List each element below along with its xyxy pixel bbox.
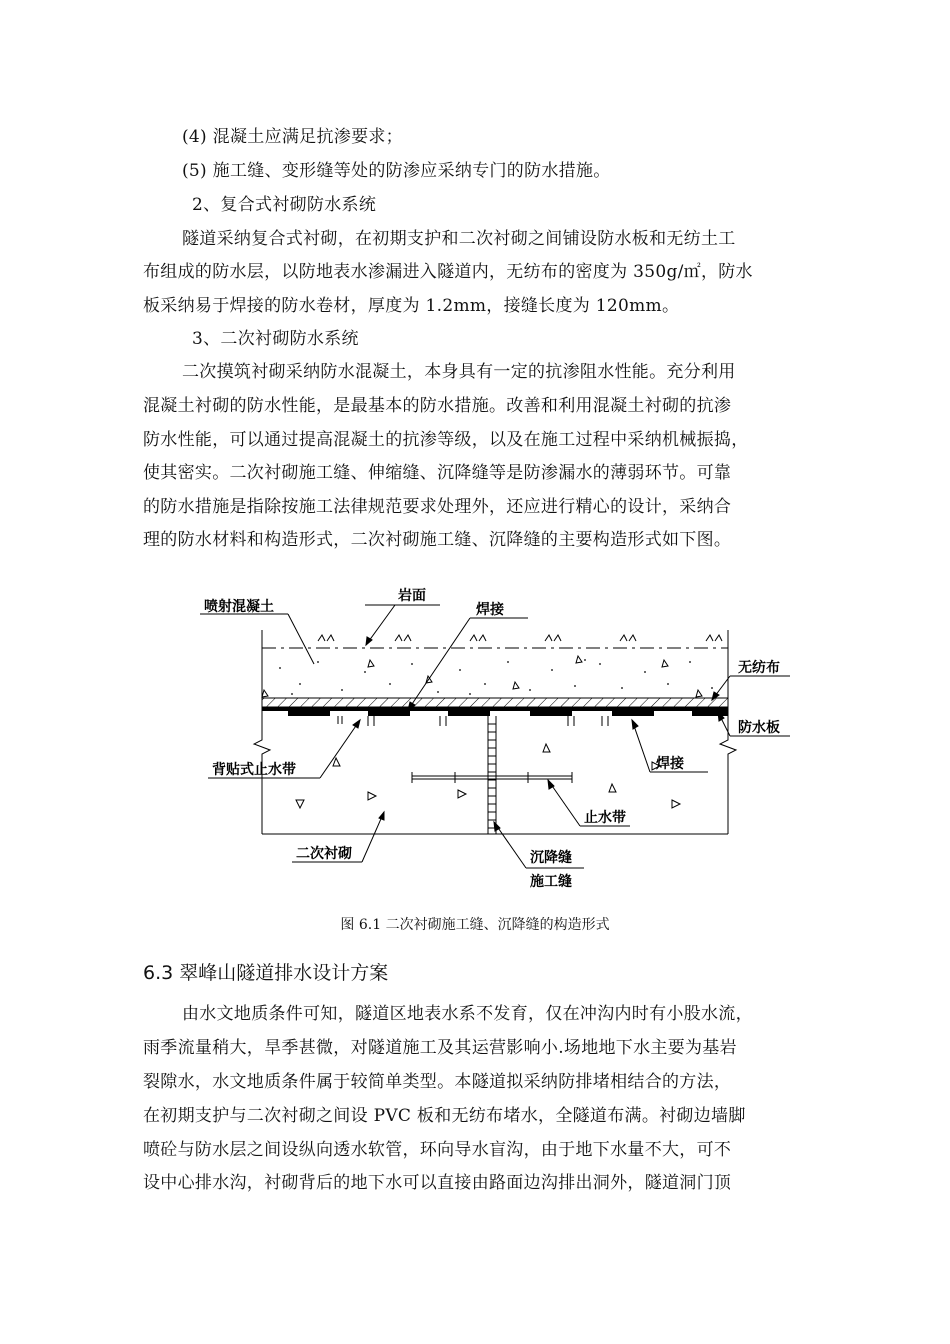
paragraph-line: 由水文地质条件可知，隧道区地表水系不发育，仅在冲沟内时有小股水流， [182,1004,753,1024]
paragraph-line: (5) 施工缝、变形缝等处的防渗应采纳专门的防水措施。 [182,161,611,181]
section-heading: 6.3 翠峰山隧道排水设计方案 [143,962,389,984]
label-waterstop: 止水带 [584,810,626,826]
label-weld-bottom: 焊接 [656,756,684,772]
paragraph-line: 二次摸筑衬砌采纳防水混凝土，本身具有一定的抗渗阻水性能。充分利用 [182,362,736,382]
paragraph-line: 设中心排水沟，衬砌背后的地下水可以直接由路面边沟排出洞外，隧道洞门顶 [143,1173,732,1193]
figure-caption: 图 6.1 二次衬砌施工缝、沉降缝的构造形式 [340,917,610,933]
paragraph-line: 喷砼与防水层之间设纵向透水软管，环向导水盲沟，由于地下水量不大，可不 [143,1140,732,1160]
label-settlement-joint: 沉降缝 [530,850,572,866]
label-rock-face: 岩面 [398,588,426,604]
paragraph-line: 雨季流量稍大，旱季甚微，对隧道施工及其运营影响小.场地地下水主要为基岩 [143,1038,737,1058]
paragraph-line: 裂隙水，水文地质条件属于较简单类型。本隧道拟采纳防排堵相结合的方法， [143,1072,732,1092]
paragraph-line: (4) 混凝土应满足抗渗要求； [182,127,403,147]
label-waterproof-board: 防水板 [738,720,780,736]
paragraph-line: 使其密实。二次衬砌施工缝、伸缩缝、沉降缝等是防渗漏水的薄弱环节。可靠 [143,463,732,483]
leader-lines [200,605,790,868]
paragraph-line: 隧道采纳复合式衬砌，在初期支护和二次衬砌之间铺设防水板和无纺土工 [182,229,736,249]
label-construction-joint: 施工缝 [530,874,572,890]
paragraph-line: 在初期支护与二次衬砌之间设 PVC 板和无纺布堵水，全隧道布满。衬砌边墙脚 [143,1106,746,1126]
shotcrete-stipple [279,659,713,695]
paragraph-line: 防水性能，可以通过提高混凝土的抗渗等级，以及在施工过程中采纳机械振捣， [143,430,749,450]
settlement-joint [488,716,496,834]
label-shotcrete: 喷射混凝土 [204,599,274,615]
label-weld-top: 焊接 [476,602,504,618]
joint-structure-figure [0,570,950,900]
label-nonwoven: 无纺布 [738,660,780,676]
paragraph-line: 板采纳易于焊接的防水卷材，厚度为 1.2mm，接缝长度为 120mm。 [143,296,680,316]
paragraph-line: 混凝土衬砌的防水性能，是最基本的防水措施。改善和利用混凝土衬砌的抗渗 [143,396,732,416]
subheading: 3、二次衬砌防水系统 [192,329,359,349]
label-secondary-lining: 二次衬砌 [296,846,352,862]
shotcrete-aggregate [262,656,702,697]
rock-surface-marks [318,635,722,641]
paragraph-line: 理的防水材料和构造形式，二次衬砌施工缝、沉降缝的主要构造形式如下图。 [143,530,732,550]
waterstop-strips [288,711,728,716]
subheading: 2、复合式衬砌防水系统 [192,195,377,215]
paragraph-line: 的防水措施是指除按施工法律规范要求处理外，还应进行精心的设计，采纳合 [143,497,732,517]
paragraph-line: 布组成的防水层，以防地表水渗漏进入隧道内，无纺布的密度为 350g/㎡，防水 [143,262,753,282]
label-back-waterstop: 背贴式止水带 [212,762,296,778]
